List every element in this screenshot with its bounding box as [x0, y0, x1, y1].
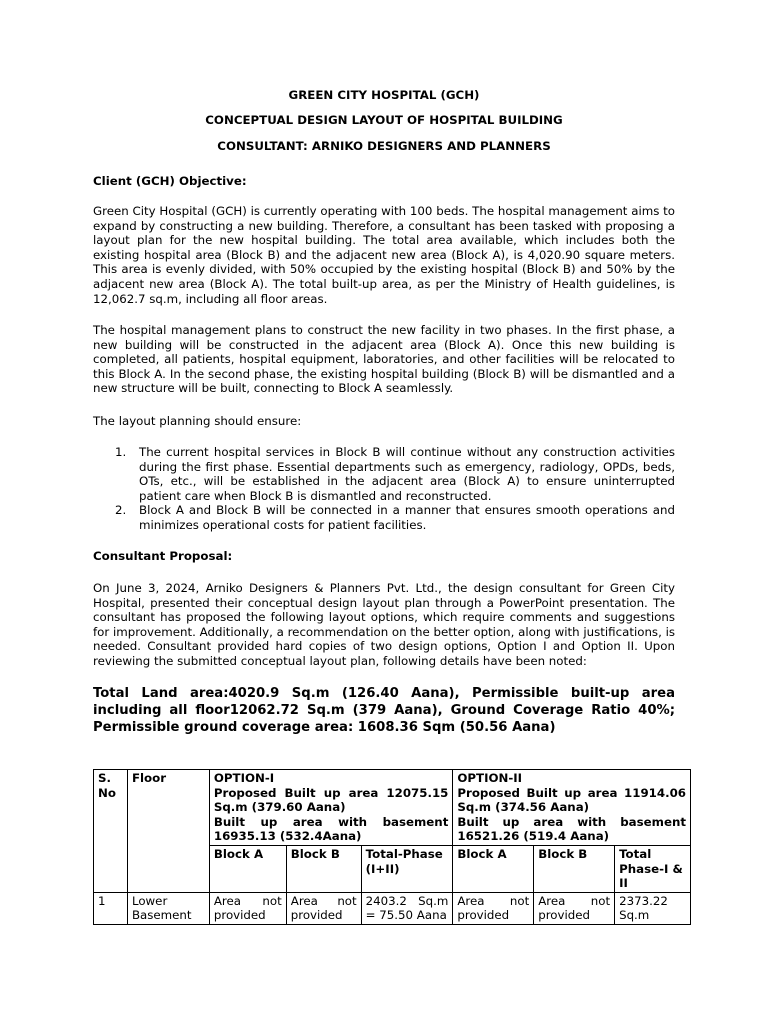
- cell-block-a-option-1: Area not provided: [209, 892, 286, 924]
- header-option-1: [209, 770, 453, 846]
- list-number: 2.: [115, 503, 127, 518]
- consultant-title: CONSULTANT: ARNIKO DESIGNERS AND PLANNERS: [217, 139, 551, 153]
- header-sno: S. No: [94, 770, 128, 893]
- objective-paragraph-3: The layout planning should ensure:: [93, 414, 302, 428]
- list-text: The current hospital services in Block B will continue without any construction activities during the first phase. Essential departments such as emergency, radiology, OPDs, beds, OTs, etc., will be established in the adjacent area (Block A) to ensure uninterrupted patient care when Block B is dismantled and reconstructed.: [139, 445, 675, 503]
- cell-total-option-2: 2373.22 Sq.m: [615, 892, 691, 924]
- subheader-block-a-option-2: Block A: [453, 845, 534, 892]
- subheader-total-option-2: Total Phase-I & II: [615, 845, 691, 892]
- table-header-row: [94, 770, 691, 846]
- objective-paragraph-2: The hospital management plans to construct the new facility in two phases. In the first phase, a new building will be constructed in the adjacent area (Block A). Once this new building is completed, all patients, hospital equipment, laboratories, and other facilities will be relocated to this Block A. In the second phase, the existing hospital building (Block B) will be dismantled and a new structure will be built, connecting to Block A seamlessly.: [93, 323, 675, 396]
- subheader-total-option-1: Total-Phase (I+II): [361, 845, 453, 892]
- option-2-basement: Built up area with basement 16521.26 (519.4 Aana): [457, 814, 686, 844]
- cell-sno: 1: [94, 892, 128, 924]
- area-summary: Total Land area:4020.9 Sq.m (126.40 Aana), Permissible built-up area including all floor12062.72 Sq.m (379 Aana), Ground Coverage Ratio 40%; Permissible ground coverage area: 1608.36 Sqm (50.56 Aana): [93, 686, 675, 735]
- list-text: Block A and Block B will be connected in a manner that ensures smooth operations and minimizes operational costs for patient facilities.: [139, 503, 675, 532]
- table-row: [94, 892, 691, 924]
- option-1-basement: Built up area with basement 16935.13 (532.4Aana): [213, 814, 449, 844]
- cell-floor: Lower Basement: [127, 892, 209, 924]
- area-table: [93, 769, 691, 925]
- subheader-block-b-option-2: Block B: [534, 845, 615, 892]
- cell-block-a-option-2: Area not provided: [453, 892, 534, 924]
- objective-heading: Client (GCH) Objective:: [93, 174, 247, 188]
- subheader-block-a-option-1: Block A: [209, 845, 286, 892]
- list-number: 1.: [115, 445, 127, 459]
- subheader-block-b-option-1: Block B: [286, 845, 361, 892]
- header-option-2: [453, 770, 691, 846]
- objective-paragraph-1: Green City Hospital (GCH) is currently operating with 100 beds. The hospital management aims to expand by constructing a new building. Therefore, a consultant has been tasked with proposing a layout plan for the new hospital building. The total area available, which includes both the existing hospital area (Block B) and the adjacent new area (Block A), is 4,020.90 square meters. This area is evenly divided, with 50% occupied by the existing hospital (Block B) and 50% by the adjacent new area (Block A). The total built-up area, as per the Ministry of Health guidelines, is 12,062.7 sq.m, including all floor areas.: [93, 204, 675, 306]
- list-item: [93, 445, 675, 503]
- list-item: [93, 503, 675, 532]
- proposal-paragraph: On June 3, 2024, Arniko Designers & Planners Pvt. Ltd., the design consultant for Green City Hospital, presented their conceptual design layout plan through a PowerPoint presentation. The consultant has proposed the following layout options, which require comments and suggestions for improvement. Additionally, a recommendation on the better option, along with justifications, is needed. Consultant provided hard copies of two design options, Option I and Option II. Upon reviewing the submitted conceptual layout plan, following details have been noted:: [93, 581, 675, 668]
- document-title: GREEN CITY HOSPITAL (GCH): [288, 88, 480, 102]
- cell-block-b-option-1: Area not provided: [286, 892, 361, 924]
- document-subtitle: CONCEPTUAL DESIGN LAYOUT OF HOSPITAL BUILDING: [205, 113, 563, 127]
- option-2-area: Proposed Built up area 11914.06 Sq.m (374.56 Aana): [457, 785, 686, 815]
- requirements-list: [93, 445, 675, 533]
- cell-block-b-option-2: Area not provided: [534, 892, 615, 924]
- header-floor: Floor: [127, 770, 209, 893]
- option-1-area: Proposed Built up area 12075.15 Sq.m (379.60 Aana): [213, 785, 449, 815]
- option-1-title: OPTION-I: [213, 771, 275, 785]
- proposal-heading: Consultant Proposal:: [93, 549, 233, 563]
- cell-total-option-1: 2403.2 Sq.m = 75.50 Aana: [361, 892, 453, 924]
- option-2-title: OPTION-II: [457, 771, 523, 785]
